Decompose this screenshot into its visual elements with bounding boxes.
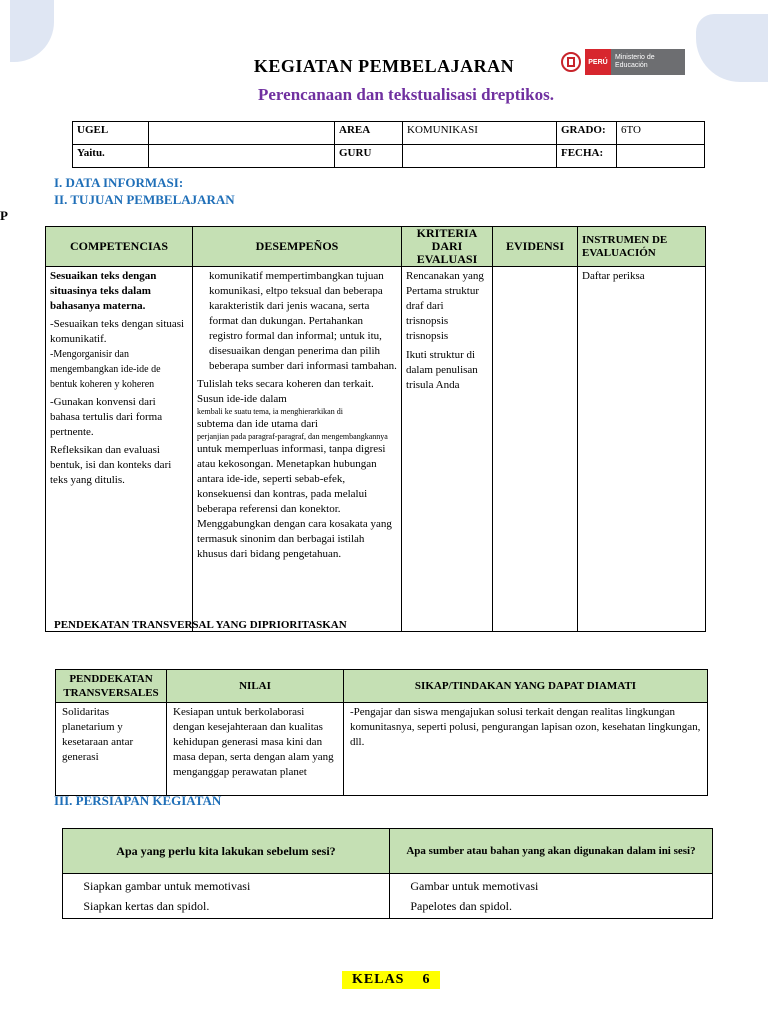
header-kriteria: KRITERIA DARI EVALUASI: [402, 227, 493, 267]
materials-cell: [390, 874, 713, 919]
kriteria-item: Ikuti struktur di dalam penulisan trisula Anda: [406, 349, 478, 391]
before-session-cell: [63, 874, 390, 919]
fecha-value: [617, 145, 705, 168]
desempeno-item: perjanjian pada paragraf-paragraf, dan mengembangkannya: [197, 432, 388, 441]
list-item: Siapkan kertas dan spidol.: [71, 899, 197, 913]
ugel-label: UGEL: [73, 122, 149, 145]
desempeno-item: untuk memperluas informasi, tanpa digresi atau kekosongan. Menetapkan hubungan antara ide-ide, seperti sebab-efek, konsekuensi dan kontras, pada melalui beberapa referensi dan konektor. Menggabungkan dengan cara kosakata yang termasuk sinonim dan berbagai istilah khusus dari bidang pengetahuan.: [197, 443, 392, 560]
guru-value: [403, 145, 557, 168]
header-instrumen: INSTRUMEN DE EVALUACIÓN: [578, 227, 706, 267]
header-evidensi: EVIDENSI: [493, 227, 578, 267]
page-title: KEGIATAN PEMBELAJARAN: [253, 56, 515, 76]
desempeno-item: kembali ke suatu tema, ia menghierarkikan di: [197, 407, 343, 416]
transversal-table: [55, 669, 708, 796]
competencia-item: -Gunakan konvensi dari bahasa tertulis dari forma pertnente.: [50, 396, 163, 438]
kelas-label: KELAS: [352, 972, 405, 987]
transversal-heading: PENDEKATAN TRANSVERSAL YANG DIPRIORITASKAN: [54, 619, 347, 631]
grado-value: 6TO: [617, 122, 705, 145]
ministry-logo: [560, 48, 688, 76]
kelas-value: 6: [422, 972, 431, 987]
ugel-value: [149, 122, 335, 145]
instrumen-cell: Daftar periksa: [578, 267, 706, 632]
list-item: Papelotes dan spidol.: [398, 899, 500, 913]
competencia-item: -Sesuaikan teks dengan situasi komunikatif.: [50, 318, 185, 345]
kelas-badge: [342, 971, 440, 989]
fecha-label: FECHA:: [557, 145, 617, 168]
header-competencias: COMPETENCIAS: [46, 227, 193, 267]
checkbox-icon: [398, 879, 407, 893]
list-item: Gambar untuk memotivasi: [398, 879, 526, 893]
competencia-item: Sesuaikan teks dengan situasinya teks dalam bahasanya materna.: [50, 270, 157, 312]
logo-ministry: Ministerio de Educación: [611, 49, 685, 75]
side-letter: P: [0, 208, 8, 223]
page-subtitle: Perencanaan dan tekstualisasi dreptikos.: [258, 85, 554, 104]
checkbox-icon: [71, 879, 80, 893]
area-label: AREA: [335, 122, 403, 145]
desempeno-item: subtema dan ide utama dari: [197, 418, 318, 430]
grado-label: GRADO:: [557, 122, 617, 145]
evidensi-cell: [493, 267, 578, 632]
competencias-cell: [46, 267, 193, 632]
desempeno-item: Tulislah teks secara koheren dan terkait. Susun ide-ide dalam: [197, 378, 374, 405]
transversal-col1: Solidaritas planetarium y kesetaraan antar generasi: [56, 703, 167, 796]
transversal-col2: Kesiapan untuk berkolaborasi dengan kesejahteraan dan kualitas kehidupan generasi masa kini dan masa depan, serta dengan alam yang menganggap perawatan planet: [167, 703, 344, 796]
coat-of-arms-icon: [560, 51, 582, 73]
checkbox-icon: [71, 899, 80, 913]
section-tujuan: II. TUJUAN PEMBELAJARAN: [54, 192, 235, 207]
header-pendekatan: PENDDEKATAN TRANSVERSALES: [56, 670, 167, 703]
header-sikap: SIKAP/TINDAKAN YANG DAPAT DIAMATI: [344, 670, 708, 703]
competencia-item: -Mengorganisir dan mengembangkan ide-ide de bentuk koheren y koheren: [50, 349, 161, 390]
guru-label: GURU: [335, 145, 403, 168]
section-persiapan: III. PERSIAPAN KEGIATAN: [54, 793, 222, 808]
desempeno-item: komunikatif mempertimbangkan tujuan komunikasi, eltpo teksual dan beberapa karakteristik dari jenis wacana, serta format dan dukungan. Pertahankan registro formal dan informal; untuk itu, disesuaikan dengan penerima dan pilih beberapa sumber dari informasi tambahan.: [209, 270, 397, 372]
logo-peru: PERÚ: [585, 49, 611, 75]
competencia-item: Refleksikan dan evaluasi bentuk, isi dan konteks dari teks yang ditulis.: [50, 444, 172, 486]
list-item: Siapkan gambar untuk memotivasi: [71, 879, 238, 893]
yaitu-value: [149, 145, 335, 168]
header-desempenos: DESEMPEÑOS: [193, 227, 402, 267]
header-materials: Apa sumber atau bahan yang akan digunakan dalam ini sesi?: [390, 829, 713, 874]
info-table: [72, 121, 705, 168]
section-data-informasi: I. DATA INFORMASI:: [54, 175, 184, 190]
area-value: KOMUNIKASI: [403, 122, 557, 145]
competency-table: [45, 226, 706, 632]
transversal-col3: -Pengajar dan siswa mengajukan solusi terkait dengan realitas lingkungan komunitasnya, seperti polusi, pengurangan lapisan ozon, kesehatan lingkungan, dll.: [344, 703, 708, 796]
page-corner-left: [10, 0, 54, 62]
header-before-session: Apa yang perlu kita lakukan sebelum sesi?: [63, 829, 390, 874]
checkbox-icon: [398, 899, 407, 913]
preparation-table: [62, 828, 713, 919]
header-nilai: NILAI: [167, 670, 344, 703]
kriteria-cell: [402, 267, 493, 632]
desempenos-cell: [193, 267, 402, 632]
kriteria-item: Rencanakan yang Pertama struktur draf dari trisnopsis trisnopsis: [406, 270, 484, 342]
yaitu-label: Yaitu.: [73, 145, 149, 168]
